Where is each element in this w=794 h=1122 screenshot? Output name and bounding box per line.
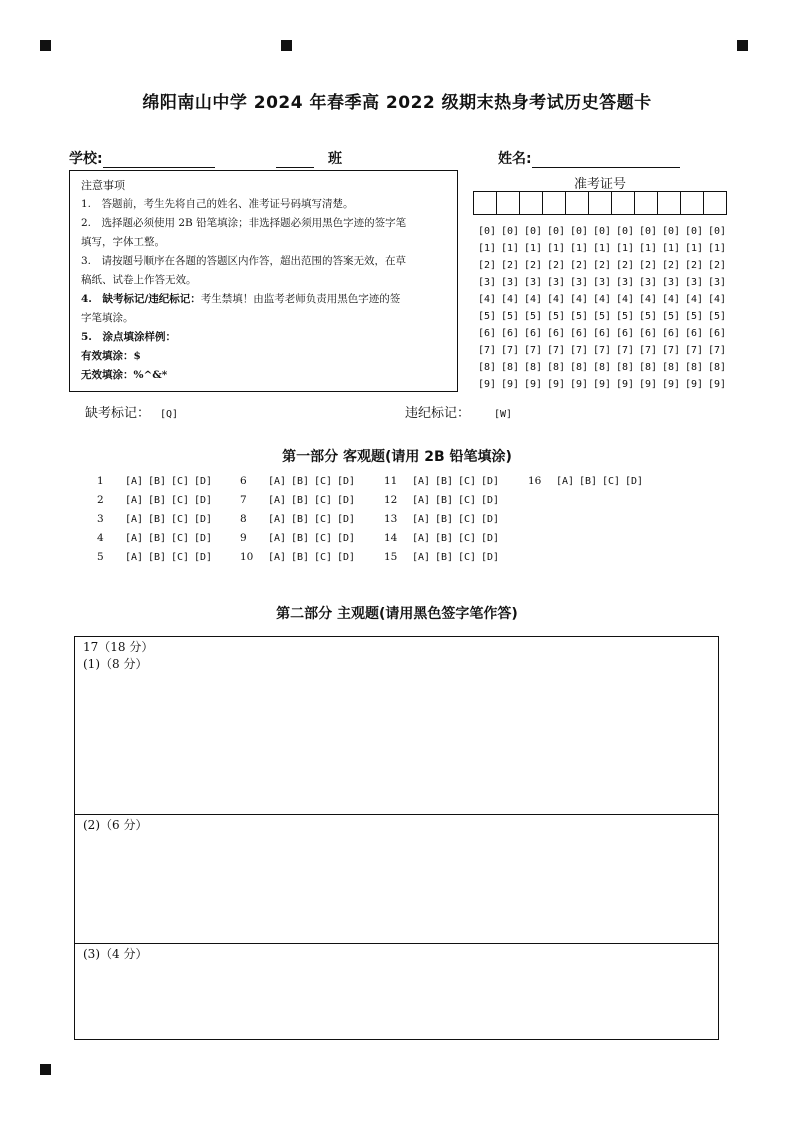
exam-id-bubble[interactable]: [7] [524, 345, 543, 356]
answer-bubble[interactable]: [C] [314, 514, 333, 525]
answer-bubble[interactable]: [A] [125, 476, 144, 487]
subquestion-3-label: (3)（4 分） [83, 947, 148, 961]
exam-id-bubble-row [478, 342, 731, 359]
school-field[interactable] [69, 148, 215, 168]
exam-id-bubble[interactable]: [2] [616, 260, 635, 271]
exam-id-bubble[interactable]: [5] [501, 311, 520, 322]
exam-id-bubble-row [478, 223, 731, 240]
objective-question [240, 551, 360, 563]
objective-question [240, 532, 360, 544]
answer-bubble[interactable]: [D] [625, 476, 644, 487]
question-number: 7 [240, 494, 247, 506]
exam-id-bubble[interactable]: [0] [593, 226, 612, 237]
exam-id-bubble[interactable]: [9] [547, 379, 566, 390]
exam-id-digit-box[interactable] [657, 191, 681, 215]
objective-question [240, 475, 360, 487]
exam-id-bubble[interactable]: [7] [616, 345, 635, 356]
exam-id-bubble[interactable]: [6] [616, 328, 635, 339]
notes-item-4 [81, 290, 447, 309]
registration-mark-bottom-left [40, 1064, 51, 1075]
exam-id-bubble[interactable]: [6] [547, 328, 566, 339]
answer-bubble[interactable]: [B] [148, 514, 167, 525]
answer-bubble[interactable]: [A] [412, 495, 431, 506]
registration-mark-top-center [281, 40, 292, 51]
question-number: 3 [97, 513, 104, 525]
answer-bubble[interactable]: [B] [148, 552, 167, 563]
exam-id-bubble[interactable]: [5] [616, 311, 635, 322]
exam-id-bubble-grid[interactable] [478, 223, 731, 393]
exam-id-digit-box[interactable] [519, 191, 543, 215]
exam-id-bubble-row [478, 291, 731, 308]
exam-id-bubble[interactable]: [5] [570, 311, 589, 322]
answer-bubble[interactable]: [A] [412, 476, 431, 487]
question-17-title: 17（18 分） [83, 640, 154, 654]
answer-bubble[interactable]: [C] [458, 495, 477, 506]
exam-id-bubble[interactable]: [9] [570, 379, 589, 390]
exam-id-bubble-row [478, 257, 731, 274]
answer-bubble[interactable]: [D] [337, 552, 356, 563]
exam-id-digit-box[interactable] [588, 191, 612, 215]
exam-id-bubble[interactable]: [0] [501, 226, 520, 237]
part2-heading: 第二部分 主观题(请用黑色签字笔作答) [276, 606, 518, 622]
exam-id-bubble[interactable]: [6] [662, 328, 681, 339]
objective-question [97, 551, 217, 563]
exam-id-bubble[interactable]: [0] [570, 226, 589, 237]
answer-bubble[interactable]: [D] [337, 514, 356, 525]
answer-bubble[interactable]: [B] [291, 552, 310, 563]
answer-bubble[interactable]: [A] [125, 495, 144, 506]
exam-id-bubble[interactable]: [8] [662, 362, 681, 373]
question-number: 4 [97, 532, 104, 544]
exam-id-bubble[interactable]: [2] [524, 260, 543, 271]
objective-question [384, 551, 504, 563]
answer-bubble[interactable]: [D] [337, 476, 356, 487]
part1-heading: 第一部分 客观题(请用 2B 铅笔填涂) [282, 449, 512, 465]
registration-mark-top-right [737, 40, 748, 51]
answer-bubble[interactable]: [D] [481, 495, 500, 506]
exam-id-bubble[interactable]: [1] [570, 243, 589, 254]
question-number: 16 [528, 475, 542, 487]
answer-bubble[interactable]: [A] [125, 514, 144, 525]
exam-id-digit-box[interactable] [496, 191, 520, 215]
question-number: 13 [384, 513, 398, 525]
exam-id-bubble[interactable]: [7] [639, 345, 658, 356]
exam-id-bubble[interactable]: [0] [662, 226, 681, 237]
exam-id-bubble[interactable]: [7] [570, 345, 589, 356]
answer-bubble[interactable]: [C] [458, 533, 477, 544]
exam-id-bubble[interactable]: [2] [501, 260, 520, 271]
exam-id-bubble[interactable]: [1] [685, 243, 704, 254]
exam-id-bubble[interactable]: [5] [662, 311, 681, 322]
exam-id-bubble[interactable]: [0] [708, 226, 727, 237]
exam-id-bubble[interactable]: [0] [478, 226, 497, 237]
exam-id-bubble[interactable]: [8] [639, 362, 658, 373]
answer-bubble[interactable]: [B] [435, 514, 454, 525]
exam-id-bubble[interactable]: [2] [639, 260, 658, 271]
exam-id-bubble[interactable]: [0] [524, 226, 543, 237]
invalid-fill-sample: 无效填涂：%^&* [81, 369, 168, 381]
question-number: 12 [384, 494, 398, 506]
exam-id-digit-box[interactable] [542, 191, 566, 215]
name-label: 姓名: [498, 151, 532, 167]
exam-id-bubble[interactable]: [8] [501, 362, 520, 373]
exam-id-bubble[interactable]: [3] [501, 277, 520, 288]
exam-id-bubble[interactable]: [9] [685, 379, 704, 390]
question-number: 5 [97, 551, 104, 563]
objective-question [97, 513, 217, 525]
exam-id-bubble[interactable]: [6] [570, 328, 589, 339]
exam-id-bubble[interactable]: [4] [570, 294, 589, 305]
exam-id-bubble[interactable]: [7] [593, 345, 612, 356]
exam-id-bubble[interactable]: [5] [524, 311, 543, 322]
exam-id-bubble[interactable]: [3] [593, 277, 612, 288]
exam-id-bubble[interactable]: [1] [708, 243, 727, 254]
question-number: 2 [97, 494, 104, 506]
answer-bubble[interactable]: [A] [268, 495, 287, 506]
notes-box [69, 170, 458, 392]
exam-id-bubble-row [478, 240, 731, 257]
answer-bubble[interactable]: [A] [268, 552, 287, 563]
answer-bubble[interactable]: [D] [481, 476, 500, 487]
exam-id-bubble[interactable]: [0] [685, 226, 704, 237]
question-number: 14 [384, 532, 398, 544]
exam-id-bubble[interactable]: [7] [547, 345, 566, 356]
exam-id-bubble[interactable]: [5] [639, 311, 658, 322]
answer-area-17-3[interactable] [74, 943, 719, 1040]
answer-bubble[interactable]: [C] [171, 533, 190, 544]
question-number: 8 [240, 513, 247, 525]
answer-bubble[interactable]: [B] [435, 495, 454, 506]
exam-id-bubble[interactable]: [4] [708, 294, 727, 305]
exam-id-bubble[interactable]: [6] [685, 328, 704, 339]
objective-question [97, 494, 217, 506]
exam-id-bubble[interactable]: [3] [639, 277, 658, 288]
exam-id-bubble[interactable]: [8] [524, 362, 543, 373]
answer-bubble[interactable]: [C] [602, 476, 621, 487]
answer-bubble[interactable]: [B] [291, 514, 310, 525]
objective-question [384, 513, 504, 525]
notes-item-4-text: 考生禁填！由监考老师负责用黑色字迹的签 [200, 293, 401, 305]
exam-id-bubble[interactable]: [2] [708, 260, 727, 271]
exam-id-bubble[interactable]: [4] [616, 294, 635, 305]
exam-id-bubble[interactable]: [4] [639, 294, 658, 305]
exam-id-bubble[interactable]: [6] [501, 328, 520, 339]
exam-id-digit-box[interactable] [565, 191, 589, 215]
answer-bubble[interactable]: [C] [314, 495, 333, 506]
exam-id-bubble[interactable]: [8] [616, 362, 635, 373]
exam-id-bubble[interactable]: [9] [708, 379, 727, 390]
notes-item-4-label: 4. 缺考标记/违纪标记： [81, 293, 201, 305]
answer-bubble[interactable]: [C] [314, 476, 333, 487]
exam-id-bubble[interactable]: [0] [639, 226, 658, 237]
exam-id-boxes[interactable] [474, 191, 727, 215]
exam-id-bubble[interactable]: [2] [570, 260, 589, 271]
page-title: 绵阳南山中学 2024 年春季高 2022 级期末热身考试历史答题卡 [142, 93, 652, 113]
exam-id-digit-box[interactable] [473, 191, 497, 215]
exam-id-bubble[interactable]: [5] [593, 311, 612, 322]
exam-id-bubble[interactable]: [1] [501, 243, 520, 254]
exam-id-digit-box[interactable] [703, 191, 727, 215]
exam-id-bubble-row [478, 376, 731, 393]
exam-id-bubble[interactable]: [8] [570, 362, 589, 373]
answer-bubble[interactable]: [D] [194, 514, 213, 525]
answer-bubble[interactable]: [B] [435, 552, 454, 563]
exam-id-bubble[interactable]: [2] [547, 260, 566, 271]
exam-id-bubble[interactable]: [3] [478, 277, 497, 288]
answer-bubble[interactable]: [C] [458, 514, 477, 525]
answer-bubble[interactable]: [D] [481, 552, 500, 563]
exam-id-bubble[interactable]: [4] [685, 294, 704, 305]
exam-id-bubble[interactable]: [1] [547, 243, 566, 254]
class-field[interactable] [276, 148, 342, 168]
objective-question [240, 513, 360, 525]
class-label: 班 [328, 151, 342, 167]
objective-question [97, 532, 217, 544]
exam-id-bubble[interactable]: [5] [685, 311, 704, 322]
exam-id-bubble[interactable]: [8] [708, 362, 727, 373]
objective-question [384, 532, 504, 544]
exam-id-bubble[interactable]: [7] [685, 345, 704, 356]
answer-bubble[interactable]: [D] [481, 533, 500, 544]
violation-label: 违纪标记： [405, 406, 471, 421]
answer-bubble[interactable]: [C] [171, 552, 190, 563]
exam-id-bubble[interactable]: [5] [478, 311, 497, 322]
answer-bubble[interactable]: [B] [148, 533, 167, 544]
notes-item: 稿纸、试卷上作答无效。 [81, 274, 197, 286]
answer-area-17-2[interactable] [74, 814, 719, 944]
name-field[interactable] [498, 148, 680, 168]
objective-question [528, 475, 648, 487]
exam-id-bubble[interactable]: [8] [478, 362, 497, 373]
exam-id-bubble[interactable]: [6] [524, 328, 543, 339]
exam-id-bubble[interactable]: [4] [524, 294, 543, 305]
exam-id-bubble[interactable]: [2] [593, 260, 612, 271]
exam-id-bubble-row [478, 308, 731, 325]
exam-id-bubble[interactable]: [0] [616, 226, 635, 237]
answer-bubble[interactable]: [D] [194, 495, 213, 506]
absent-label: 缺考标记： [85, 406, 151, 421]
school-label: 学校: [69, 151, 103, 167]
answer-bubble[interactable]: [A] [412, 552, 431, 563]
question-number: 15 [384, 551, 398, 563]
exam-id-bubble-row [478, 274, 731, 291]
subquestion-2-label: (2)（6 分） [83, 818, 148, 832]
exam-id-bubble[interactable]: [9] [524, 379, 543, 390]
exam-id-digit-box[interactable] [680, 191, 704, 215]
answer-bubble[interactable]: [A] [268, 476, 287, 487]
exam-id-title: 准考证号 [573, 177, 626, 192]
answer-bubble[interactable]: [C] [314, 533, 333, 544]
answer-bubble[interactable]: [A] [125, 552, 144, 563]
answer-bubble[interactable]: [A] [556, 476, 575, 487]
question-number: 9 [240, 532, 247, 544]
exam-id-bubble[interactable]: [1] [478, 243, 497, 254]
notes-item-4-cont: 字笔填涂。 [81, 312, 134, 324]
answer-bubble[interactable]: [A] [268, 533, 287, 544]
exam-id-bubble[interactable]: [2] [685, 260, 704, 271]
answer-bubble[interactable]: [C] [171, 495, 190, 506]
answer-bubble[interactable]: [B] [435, 533, 454, 544]
exam-id-bubble[interactable]: [6] [708, 328, 727, 339]
exam-id-bubble[interactable]: [5] [708, 311, 727, 322]
notes-item: 3. 请按题号顺序在各题的答题区内作答，超出范围的答案无效，在草 [81, 255, 407, 267]
exam-id-bubble-row [478, 325, 731, 342]
exam-id-bubble[interactable]: [3] [662, 277, 681, 288]
answer-bubble[interactable]: [A] [125, 533, 144, 544]
exam-id-bubble[interactable]: [4] [478, 294, 497, 305]
exam-id-bubble[interactable]: [9] [478, 379, 497, 390]
exam-id-bubble[interactable]: [3] [524, 277, 543, 288]
exam-id-bubble[interactable]: [1] [616, 243, 635, 254]
exam-id-bubble[interactable]: [3] [570, 277, 589, 288]
exam-id-bubble[interactable]: [8] [593, 362, 612, 373]
question-number: 10 [240, 551, 254, 563]
exam-id-bubble[interactable]: [6] [639, 328, 658, 339]
notes-item: 1. 答题前，考生先将自己的姓名、准考证号码填写清楚。 [81, 198, 354, 210]
absent-bubble[interactable]: [Q] [160, 409, 179, 420]
exam-id-bubble[interactable]: [4] [547, 294, 566, 305]
answer-bubble[interactable]: [D] [481, 514, 500, 525]
exam-id-bubble[interactable]: [8] [685, 362, 704, 373]
violation-flag [405, 402, 512, 421]
notes-item: 2. 选择题必须使用 2B 铅笔填涂；非选择题必须用黑色字迹的签字笔 [81, 217, 407, 229]
answer-bubble[interactable]: [C] [171, 476, 190, 487]
registration-mark-top-left [40, 40, 51, 51]
answer-bubble[interactable]: [D] [194, 552, 213, 563]
violation-bubble[interactable]: [W] [494, 409, 513, 420]
answer-bubble[interactable]: [A] [412, 533, 431, 544]
notes-item-5: 5. 涂点填涂样例： [81, 331, 176, 343]
question-number: 11 [384, 475, 398, 487]
answer-bubble[interactable]: [D] [194, 476, 213, 487]
exam-id-bubble[interactable]: [2] [478, 260, 497, 271]
answer-bubble[interactable]: [D] [337, 533, 356, 544]
question-number: 6 [240, 475, 247, 487]
answer-bubble[interactable]: [A] [268, 514, 287, 525]
answer-bubble[interactable]: [C] [458, 476, 477, 487]
answer-bubble[interactable]: [B] [579, 476, 598, 487]
exam-id-bubble[interactable]: [6] [478, 328, 497, 339]
answer-bubble[interactable]: [B] [148, 495, 167, 506]
absent-flag [85, 402, 178, 421]
exam-id-bubble[interactable]: [1] [593, 243, 612, 254]
exam-id-bubble[interactable]: [1] [524, 243, 543, 254]
subquestion-1-label: (1)（8 分） [83, 657, 148, 671]
exam-id-bubble[interactable]: [2] [662, 260, 681, 271]
objective-question [97, 475, 217, 487]
answer-bubble[interactable]: [B] [291, 495, 310, 506]
notes-heading: 注意事项 [81, 179, 125, 192]
exam-id-bubble[interactable]: [1] [639, 243, 658, 254]
exam-id-bubble[interactable]: [9] [593, 379, 612, 390]
exam-id-bubble[interactable]: [6] [593, 328, 612, 339]
exam-id-bubble[interactable]: [8] [547, 362, 566, 373]
question-number: 1 [97, 475, 104, 487]
valid-fill-sample: 有效填涂：$ [81, 350, 141, 362]
exam-id-bubble[interactable]: [0] [547, 226, 566, 237]
answer-bubble[interactable]: [D] [337, 495, 356, 506]
answer-bubble[interactable]: [B] [291, 533, 310, 544]
objective-question [384, 475, 504, 487]
exam-id-bubble[interactable]: [7] [478, 345, 497, 356]
exam-id-bubble[interactable]: [4] [593, 294, 612, 305]
exam-id-bubble[interactable]: [1] [662, 243, 681, 254]
exam-id-bubble-row [478, 359, 731, 376]
exam-id-bubble[interactable]: [9] [662, 379, 681, 390]
exam-id-bubble[interactable]: [3] [708, 277, 727, 288]
answer-bubble[interactable]: [C] [171, 514, 190, 525]
exam-id-bubble[interactable]: [7] [708, 345, 727, 356]
exam-id-bubble[interactable]: [3] [547, 277, 566, 288]
answer-area-17-1[interactable] [74, 636, 719, 815]
answer-bubble[interactable]: [B] [148, 476, 167, 487]
exam-id-bubble[interactable]: [5] [547, 311, 566, 322]
exam-id-bubble[interactable]: [3] [685, 277, 704, 288]
exam-id-digit-box[interactable] [611, 191, 635, 215]
exam-id-digit-box[interactable] [634, 191, 658, 215]
objective-question [240, 494, 360, 506]
exam-id-bubble[interactable]: [9] [501, 379, 520, 390]
exam-id-bubble[interactable]: [7] [501, 345, 520, 356]
answer-bubble[interactable]: [B] [291, 476, 310, 487]
notes-item: 填写，字体工整。 [81, 236, 165, 248]
exam-id-bubble[interactable]: [4] [501, 294, 520, 305]
exam-id-bubble[interactable]: [4] [662, 294, 681, 305]
answer-bubble[interactable]: [C] [314, 552, 333, 563]
answer-bubble[interactable]: [B] [435, 476, 454, 487]
exam-id-bubble[interactable]: [7] [662, 345, 681, 356]
exam-id-bubble[interactable]: [9] [639, 379, 658, 390]
answer-bubble[interactable]: [A] [412, 514, 431, 525]
answer-bubble[interactable]: [D] [194, 533, 213, 544]
objective-question [384, 494, 504, 506]
exam-id-bubble[interactable]: [9] [616, 379, 635, 390]
exam-id-bubble[interactable]: [3] [616, 277, 635, 288]
answer-bubble[interactable]: [C] [458, 552, 477, 563]
